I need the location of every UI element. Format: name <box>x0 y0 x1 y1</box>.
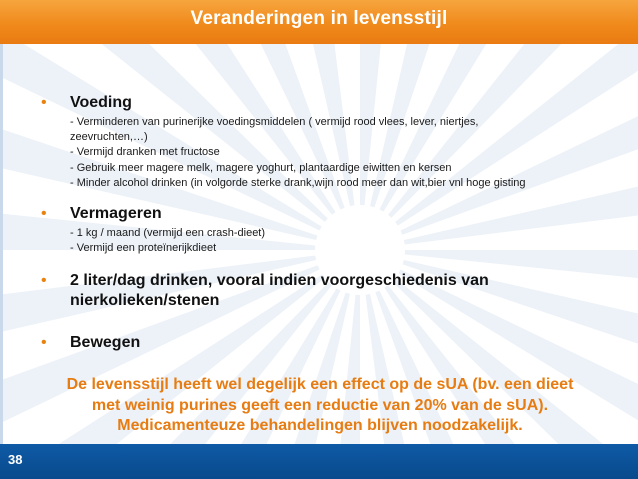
list-item: - 1 kg / maand (vermijd een crash-dieet) <box>70 227 266 239</box>
bullet-heading-line: nierkolieken/stenen <box>70 292 220 309</box>
conclusion-line: De levensstijl heeft wel degelijk een effect op de sUA (bv. een dieet <box>66 376 574 393</box>
page-number: 38 <box>8 452 23 467</box>
footer-bar <box>0 444 638 479</box>
bullet-heading <box>70 271 489 311</box>
voeding-sub-list <box>70 115 526 191</box>
list-item: - Gebruik meer magere melk, magere yoghurt, plantaardige eiwitten en kersen <box>70 161 452 174</box>
list-item: - Vermijd een proteïnerijkdieet <box>70 242 217 255</box>
slide-title: Veranderingen in levensstijl <box>190 8 448 29</box>
list-item: zeevruchten,…) <box>70 131 148 144</box>
bullet-vermageren <box>36 204 162 224</box>
conclusion-line: met weinig purines geeft een reductie van 20% van de sUA). <box>91 396 549 414</box>
bullet-voeding <box>36 93 132 113</box>
bullet-heading: Vermageren <box>70 205 162 222</box>
vermageren-sub-list <box>70 226 265 256</box>
bullet-drinken <box>36 271 489 311</box>
bullet-icon: • <box>41 334 47 351</box>
conclusion-line: Medicamenteuze behandelingen blijven noodzakelijk. <box>117 417 523 434</box>
bullet-bewegen <box>36 333 140 353</box>
list-item: - Verminderen van purinerijke voedingsmiddelen ( vermijd rood vlees, lever, niertjes, <box>70 116 479 128</box>
conclusion-text <box>30 375 610 437</box>
list-item: - Vermijd dranken met fructose <box>70 146 220 159</box>
list-item: - Minder alcohol drinken (in volgorde sterke drank,wijn rood meer dan wit,bier vnl hoge gisting <box>70 176 526 189</box>
bullet-heading: Voeding <box>70 94 132 111</box>
left-accent-strip <box>0 44 3 444</box>
bullet-icon: • <box>41 94 47 111</box>
bullet-heading-line: 2 liter/dag drinken, vooral indien voorgeschiedenis van <box>70 272 489 289</box>
bullet-icon: • <box>41 272 47 289</box>
bullet-icon: • <box>41 205 47 222</box>
bullet-heading: Bewegen <box>70 334 141 351</box>
